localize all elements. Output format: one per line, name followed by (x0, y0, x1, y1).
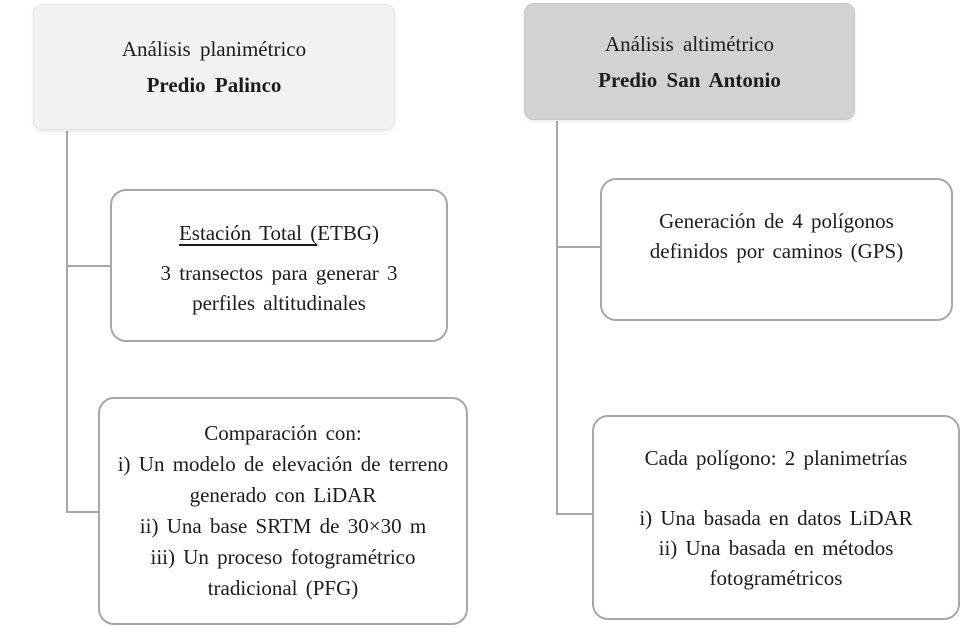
connector-left-vertical (66, 131, 68, 513)
comparacion-item-1: i) Un modelo de elevación de terreno generado con LiDAR (117, 452, 449, 507)
connector-left-branch-bottom (66, 511, 100, 513)
node-body-transectos: 3 transectos para generar 3 perfiles altitudinales (160, 261, 398, 315)
comparacion-heading: Comparación con: (204, 421, 362, 445)
header-box-planimetric (33, 4, 395, 130)
node-generacion-poligonos (600, 178, 953, 321)
header-box-altimetric (524, 3, 855, 120)
cada-poligono-item-1: i) Una basada en datos LiDAR (639, 505, 913, 530)
header-title-altimetric: Análisis altimétrico (604, 31, 775, 56)
estacion-total-underlined-text: Estación Total ( (178, 221, 318, 245)
header-subtitle-predio-palinco: Predio Palinco (146, 73, 282, 97)
estacion-total-rest-text: ETBG) (317, 221, 380, 245)
comparacion-item-2: ii) Una base SRTM de 30×30 m (139, 514, 427, 538)
connector-right-vertical (556, 121, 558, 515)
comparacion-item-3: iii) Un proceso fotogramétrico tradicional (PFG) (150, 545, 416, 600)
node-body-generacion: Generación de 4 polígonos definidos por caminos (GPS) (649, 209, 904, 263)
connector-right-branch-bottom (556, 513, 594, 515)
cada-poligono-item-2: ii) Una basada en métodos fotogramétricos (658, 535, 894, 590)
header-title-planimetric: Análisis planimétrico (121, 37, 307, 61)
connector-right-branch-top (556, 246, 602, 248)
connector-left-branch-top (66, 265, 110, 267)
node-comparacion (98, 397, 468, 625)
cada-poligono-heading: Cada polígono: 2 planimetrías (644, 445, 908, 470)
node-cada-poligono (592, 415, 960, 620)
node-estacion-total (110, 189, 448, 342)
header-subtitle-predio-san-antonio: Predio San Antonio (598, 67, 781, 92)
node-title-estacion-total (179, 218, 379, 248)
